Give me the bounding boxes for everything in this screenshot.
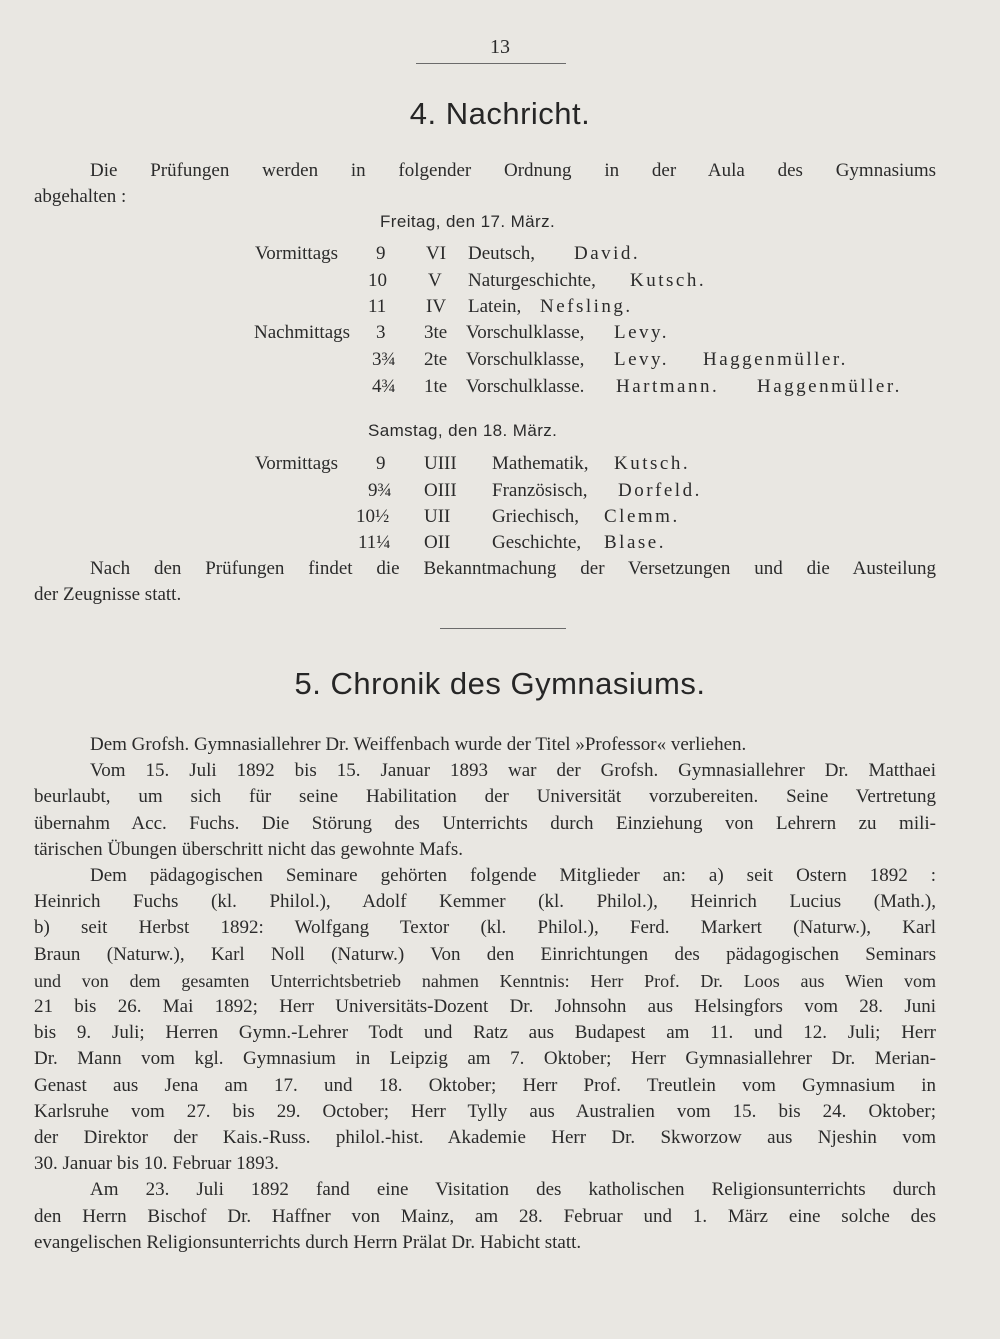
class: UII xyxy=(424,506,451,527)
text-line: Dem Grofsh. Gymnasiallehrer Dr. Weiffenbach wurde der Titel »Professor« verliehen. xyxy=(90,734,747,755)
text-line: Heinrich Fuchs (kl. Philol.), Adolf Kemmer (kl. Philol.), Heinrich Lucius (Math.), xyxy=(34,891,936,913)
teacher: Levy. xyxy=(614,322,670,343)
text-line: beurlaubt, um sich für seine Habilitation der Universität vorzubereiten. Seine Vertretung xyxy=(34,786,936,808)
subject: Mathematik, xyxy=(492,453,589,474)
teacher: Hartmann. xyxy=(616,376,720,397)
section-divider xyxy=(440,628,566,629)
time: 11¼ xyxy=(358,532,391,553)
text-line: evangelischen Religionsunterrichts durch Herrn Prälat Dr. Habicht statt. xyxy=(34,1231,582,1253)
section-4-heading: 4. Nachricht. xyxy=(409,96,591,131)
subject: Latein, xyxy=(468,296,522,317)
subject: Französisch, xyxy=(492,480,588,501)
text-line: und von dem gesamten Unterrichtsbetrieb nahmen Kenntnis: Herr Prof. Dr. Loos aus Wien vom xyxy=(34,970,936,991)
subject: Vorschulklasse. xyxy=(466,376,585,397)
time: 9 xyxy=(376,243,386,264)
text-line: Genast aus Jena am 17. und 18. Oktober; Herr Prof. Treutlein vom Gymnasium in xyxy=(34,1074,936,1096)
text-line: den Herrn Bischof Dr. Haffner von Mainz, am 28. Februar und 1. März eine solche des xyxy=(34,1205,936,1227)
chronicle-text xyxy=(34,732,936,1256)
text-line: 21 bis 26. Mai 1892; Herr Universitäts-Dozent Dr. Johnsohn aus Helsingfors vom 28. Juni xyxy=(34,996,936,1018)
section-4-intro xyxy=(34,158,936,210)
subject: Vorschulklasse, xyxy=(466,349,585,370)
period: Nachmittags xyxy=(254,322,351,343)
subject: Naturgeschichte, xyxy=(468,270,596,291)
time: 3¾ xyxy=(372,349,396,370)
class: V xyxy=(428,270,442,291)
text-line: Karlsruhe vom 27. bis 29. October; Herr Tylly aus Australien vom 15. bis 24. Oktober; xyxy=(34,1100,936,1122)
subject: Vorschulklasse, xyxy=(466,322,585,343)
section-5-heading: 5. Chronik des Gymnasiums. xyxy=(294,666,706,701)
extra-teacher: Haggenmüller. xyxy=(703,349,848,370)
subject: Geschichte, xyxy=(492,532,582,553)
closing-line: Nach den Prüfungen findet die Bekanntmachung der Versetzungen und die Austeilung xyxy=(90,558,936,579)
paragraph-1 xyxy=(34,732,936,758)
class: UIII xyxy=(424,453,457,474)
time: 9¾ xyxy=(368,480,392,501)
subject: Griechisch, xyxy=(492,506,580,527)
paragraph-3 xyxy=(34,863,936,1177)
text-line: Dem pädagogischen Seminare gehörten folgende Mitglieder an: a) seit Ostern 1892 : xyxy=(90,865,936,887)
section-4-closing xyxy=(34,556,936,608)
teacher: Levy. xyxy=(614,349,670,370)
period: Vormittags xyxy=(255,453,339,474)
time: 10½ xyxy=(356,506,390,527)
extra-teacher: Haggenmüller. xyxy=(757,376,902,397)
text-line: Am 23. Juli 1892 fand eine Visitation des katholischen Religionsunterrichts durch xyxy=(90,1179,936,1201)
text-line: übernahm Acc. Fuchs. Die Störung des Unterrichts durch Einziehung von Lehrern zu mili- xyxy=(34,812,936,834)
class: OII xyxy=(424,532,451,553)
class: 2te xyxy=(424,349,448,370)
class: OIII xyxy=(424,480,457,501)
text-line: 30. Januar bis 10. Februar 1893. xyxy=(34,1153,279,1175)
teacher: David. xyxy=(574,243,641,264)
class: 1te xyxy=(424,376,448,397)
page-number: 13 xyxy=(490,36,510,58)
class: 3te xyxy=(424,322,448,343)
text-line: Braun (Naturw.), Karl Noll (Naturw.) Von den Einrichtungen des pädagogischen Seminars xyxy=(34,943,936,965)
time: 4¾ xyxy=(372,376,396,397)
teacher: Clemm. xyxy=(604,506,680,527)
teacher: Blase. xyxy=(604,532,666,553)
time: 10 xyxy=(368,270,387,291)
subject: Deutsch, xyxy=(468,243,536,264)
day-1-title: Freitag, den 17. März. xyxy=(380,212,556,231)
closing-line: der Zeugnisse statt. xyxy=(34,584,182,606)
class: VI xyxy=(426,243,447,264)
intro-line: Die Prüfungen werden in folgender Ordnung in der Aula des Gymnasiums xyxy=(90,160,936,181)
time: 3 xyxy=(376,322,386,343)
teacher: Nefsling. xyxy=(540,296,633,317)
day-2-title: Samstag, den 18. März. xyxy=(368,421,558,440)
class: IV xyxy=(426,296,447,317)
text-line: Vom 15. Juli 1892 bis 15. Januar 1893 war der Grofsh. Gymnasiallehrer Dr. Matthaei xyxy=(90,760,936,782)
teacher: Dorfeld. xyxy=(618,480,702,501)
text-line: der Direktor der Kais.-Russ. philol.-hist. Akademie Herr Dr. Skworzow aus Njeshin vom xyxy=(34,1127,936,1149)
teacher: Kutsch. xyxy=(630,270,707,291)
paragraph-2 xyxy=(34,758,936,863)
paragraph-4 xyxy=(34,1177,936,1256)
time: 9 xyxy=(376,453,386,474)
text-line: bis 9. Juli; Herren Gymn.-Lehrer Todt und Ratz aus Budapest am 11. und 12. Juli; Herr xyxy=(34,1022,936,1044)
intro-line: abgehalten : xyxy=(34,186,127,208)
text-line: tärischen Übungen überschritt nicht das gewohnte Mafs. xyxy=(34,838,463,860)
time: 11 xyxy=(368,296,387,317)
text-line: Dr. Mann vom kgl. Gymnasium in Leipzig am 7. Oktober; Herr Gymnasiallehrer Dr. Merian- xyxy=(34,1048,936,1070)
period: Vormittags xyxy=(255,243,339,264)
teacher: Kutsch. xyxy=(614,453,691,474)
top-rule xyxy=(416,63,566,64)
text-line: b) seit Herbst 1892: Wolfgang Textor (kl. Philol.), Ferd. Markert (Naturw.), Karl xyxy=(34,917,936,939)
